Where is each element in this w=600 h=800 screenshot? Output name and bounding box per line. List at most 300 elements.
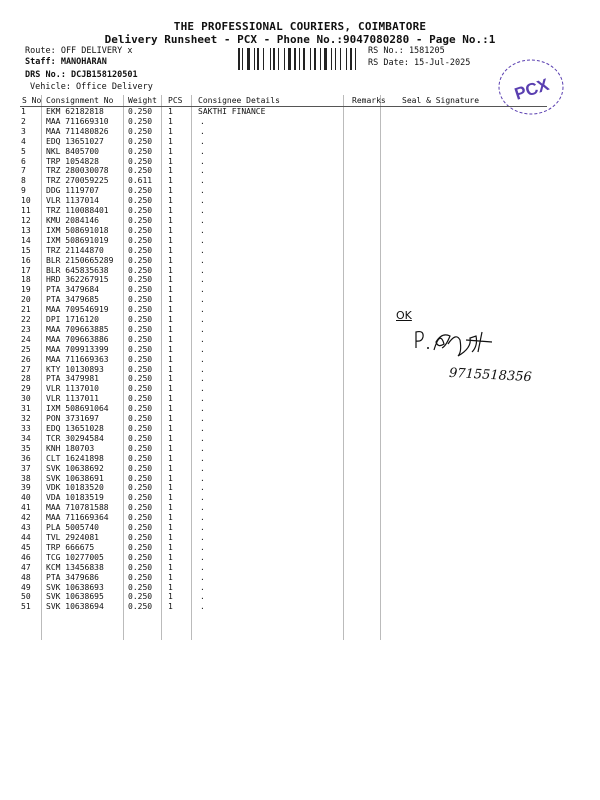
row-consignee: . bbox=[200, 542, 205, 552]
row-pcs: 1 bbox=[168, 493, 173, 503]
row-consignment: NKL 8405700 bbox=[46, 146, 99, 156]
row-weight: 0.250 bbox=[128, 295, 153, 305]
row-pcs: 1 bbox=[168, 354, 173, 364]
row-consignment: TRP 1054828 bbox=[46, 156, 99, 166]
row-consignment: KNH 180703 bbox=[46, 443, 95, 453]
row-weight: 0.250 bbox=[128, 196, 153, 206]
row-consignee: . bbox=[200, 225, 205, 235]
row-consignee: . bbox=[200, 206, 205, 216]
row-consignee: . bbox=[200, 315, 205, 325]
row-consignee: . bbox=[200, 602, 205, 612]
row-pcs: 1 bbox=[168, 433, 173, 443]
row-weight: 0.611 bbox=[128, 176, 153, 186]
row-consignment: EDQ 13651028 bbox=[46, 424, 104, 433]
row-sno: 13 bbox=[21, 225, 31, 235]
row-consignee: . bbox=[200, 305, 205, 315]
row-weight: 0.250 bbox=[128, 206, 153, 216]
row-remarks bbox=[350, 256, 388, 266]
row-pcs: 1 bbox=[168, 305, 173, 315]
row-sno: 43 bbox=[21, 523, 31, 533]
row-sno: 12 bbox=[21, 215, 31, 225]
row-pcs: 1 bbox=[168, 146, 173, 156]
row-seal bbox=[388, 157, 547, 167]
row-consignee: . bbox=[200, 364, 205, 374]
row-consignee: . bbox=[200, 344, 205, 354]
row-pcs: 1 bbox=[168, 196, 173, 206]
row-remarks bbox=[350, 553, 388, 563]
row-consignee: . bbox=[200, 255, 205, 265]
row-consignment: KCM 13456838 bbox=[46, 562, 104, 572]
row-seal bbox=[388, 266, 547, 276]
row-pcs: 1 bbox=[168, 285, 173, 295]
vehicle-label: Vehicle: Office Delivery bbox=[30, 82, 153, 92]
barcode-bar bbox=[278, 48, 279, 70]
row-pcs: 1 bbox=[168, 116, 173, 126]
row-pcs: 1 bbox=[168, 235, 173, 245]
row-pcs: 1 bbox=[168, 394, 173, 404]
row-remarks bbox=[350, 315, 388, 325]
row-sno: 6 bbox=[21, 156, 26, 166]
row-sno: 18 bbox=[21, 275, 31, 285]
col-header-consignee: Consignee Details bbox=[196, 95, 350, 107]
row-pcs: 1 bbox=[168, 542, 173, 552]
row-sno: 48 bbox=[21, 572, 31, 582]
row-seal bbox=[388, 226, 547, 236]
row-consignment: EDQ 13651027 bbox=[46, 136, 104, 146]
row-weight: 0.250 bbox=[128, 166, 153, 176]
row-remarks bbox=[350, 523, 388, 533]
row-remarks bbox=[350, 246, 388, 256]
table-row bbox=[20, 196, 547, 206]
row-remarks bbox=[350, 137, 388, 147]
row-seal bbox=[388, 216, 547, 226]
barcode-bar bbox=[294, 48, 296, 70]
row-seal bbox=[388, 573, 547, 583]
row-seal bbox=[388, 107, 547, 117]
row-sno: 32 bbox=[21, 414, 31, 424]
row-seal bbox=[388, 424, 547, 434]
table-row bbox=[20, 226, 547, 236]
row-consignee: . bbox=[200, 473, 205, 483]
row-sno: 17 bbox=[21, 265, 31, 275]
row-weight: 0.250 bbox=[128, 156, 153, 166]
row-seal bbox=[388, 454, 547, 464]
row-consignee: . bbox=[200, 483, 205, 493]
row-remarks bbox=[350, 394, 388, 404]
row-sno: 35 bbox=[21, 443, 31, 453]
row-sno: 46 bbox=[21, 552, 31, 562]
row-consignee: . bbox=[200, 404, 205, 414]
row-consignment: MAA 711669310 bbox=[46, 116, 109, 126]
row-consignment: MAA 711669364 bbox=[46, 513, 109, 523]
row-consignment: KTY 10130893 bbox=[46, 364, 104, 374]
row-weight: 0.250 bbox=[128, 136, 153, 146]
row-pcs: 1 bbox=[168, 275, 173, 285]
table-row bbox=[20, 404, 547, 414]
row-remarks bbox=[350, 345, 388, 355]
runsheet-title: Delivery Runsheet - PCX - Phone No.:9047080280 - Page No.:1 bbox=[104, 33, 496, 46]
row-seal bbox=[388, 414, 547, 424]
row-sno: 5 bbox=[21, 146, 26, 156]
barcode-bar bbox=[303, 48, 305, 70]
barcode-bar bbox=[242, 48, 243, 70]
row-consignee: . bbox=[200, 424, 205, 433]
barcode-bar bbox=[288, 48, 291, 70]
row-sno: 3 bbox=[21, 126, 26, 136]
row-seal bbox=[388, 503, 547, 513]
row-seal bbox=[388, 404, 547, 414]
row-pcs: 1 bbox=[168, 552, 173, 562]
row-pcs: 1 bbox=[168, 562, 173, 572]
row-seal bbox=[388, 394, 547, 404]
table-row bbox=[20, 315, 547, 325]
row-consignment: TRP 666675 bbox=[46, 542, 95, 552]
table-header-row bbox=[20, 95, 547, 107]
row-pcs: 1 bbox=[168, 453, 173, 463]
row-weight: 0.250 bbox=[128, 107, 153, 116]
table-row bbox=[20, 503, 547, 513]
row-consignment: CLT 16241898 bbox=[46, 453, 104, 463]
barcode-bar bbox=[317, 48, 319, 70]
row-consignment: VDK 10183520 bbox=[46, 483, 104, 493]
row-consignee: . bbox=[200, 532, 205, 542]
row-seal bbox=[388, 147, 547, 157]
row-consignment: SVK 10638695 bbox=[46, 592, 104, 602]
row-remarks bbox=[350, 295, 388, 305]
row-remarks bbox=[350, 374, 388, 384]
row-remarks bbox=[350, 444, 388, 454]
table-row bbox=[20, 602, 547, 612]
row-remarks bbox=[350, 513, 388, 523]
row-consignment: TRZ 270059225 bbox=[46, 176, 109, 186]
row-consignee: . bbox=[200, 433, 205, 443]
table-row bbox=[20, 464, 547, 474]
row-weight: 0.250 bbox=[128, 235, 153, 245]
row-consignee: . bbox=[200, 196, 205, 206]
row-consignment: MAA 709913399 bbox=[46, 344, 109, 354]
row-pcs: 1 bbox=[168, 473, 173, 483]
row-consignee: . bbox=[200, 503, 205, 513]
barcode-bar bbox=[324, 48, 327, 70]
row-sno: 45 bbox=[21, 542, 31, 552]
row-consignee: . bbox=[200, 443, 205, 453]
table-row bbox=[20, 295, 547, 305]
row-weight: 0.250 bbox=[128, 116, 153, 126]
row-sno: 25 bbox=[21, 344, 31, 354]
row-weight: 0.250 bbox=[128, 334, 153, 344]
row-remarks bbox=[350, 474, 388, 484]
remark-ok bbox=[396, 304, 412, 323]
row-remarks bbox=[350, 592, 388, 602]
row-consignee: . bbox=[200, 275, 205, 285]
table-row bbox=[20, 384, 547, 394]
row-seal bbox=[388, 285, 547, 295]
table-row bbox=[20, 107, 547, 117]
row-remarks bbox=[350, 424, 388, 434]
row-seal bbox=[388, 256, 547, 266]
company-name: THE PROFESSIONAL COURIERS, COIMBATORE bbox=[173, 20, 427, 33]
row-weight: 0.250 bbox=[128, 493, 153, 503]
barcode-bar bbox=[265, 48, 268, 70]
row-weight: 0.250 bbox=[128, 602, 153, 612]
table-row bbox=[20, 246, 547, 256]
row-weight: 0.250 bbox=[128, 542, 153, 552]
row-consignment: VDA 10183519 bbox=[46, 493, 104, 503]
row-sno: 30 bbox=[21, 394, 31, 404]
row-consignment: IXM 508691018 bbox=[46, 225, 109, 235]
row-weight: 0.250 bbox=[128, 404, 153, 414]
row-weight: 0.250 bbox=[128, 344, 153, 354]
table-row bbox=[20, 543, 547, 553]
row-remarks bbox=[350, 404, 388, 414]
barcode-bar bbox=[273, 48, 275, 70]
row-sno: 2 bbox=[21, 116, 26, 126]
row-consignment: KMU 2084146 bbox=[46, 215, 99, 225]
col-header-weight: Weight bbox=[126, 95, 166, 107]
row-consignment: DDG 1119707 bbox=[46, 186, 99, 196]
row-consignment: SVK 10638692 bbox=[46, 463, 104, 473]
row-remarks bbox=[350, 355, 388, 365]
table-row bbox=[20, 592, 547, 602]
table-row bbox=[20, 573, 547, 583]
row-weight: 0.250 bbox=[128, 424, 153, 433]
row-pcs: 1 bbox=[168, 503, 173, 513]
row-pcs: 1 bbox=[168, 523, 173, 533]
row-sno: 15 bbox=[21, 245, 31, 255]
row-sno: 49 bbox=[21, 582, 31, 592]
row-consignee: . bbox=[200, 582, 205, 592]
row-consignee: SAKTHI FINANCE bbox=[198, 107, 266, 116]
row-remarks bbox=[350, 483, 388, 493]
row-pcs: 1 bbox=[168, 384, 173, 394]
row-weight: 0.250 bbox=[128, 255, 153, 265]
row-seal bbox=[388, 176, 547, 186]
row-pcs: 1 bbox=[168, 592, 173, 602]
table-row bbox=[20, 434, 547, 444]
row-sno: 34 bbox=[21, 433, 31, 443]
row-weight: 0.250 bbox=[128, 305, 153, 315]
row-pcs: 1 bbox=[168, 344, 173, 354]
row-weight: 0.250 bbox=[128, 532, 153, 542]
table-row bbox=[20, 553, 547, 563]
row-consignee: . bbox=[200, 136, 205, 146]
row-pcs: 1 bbox=[168, 166, 173, 176]
barcode-bar bbox=[240, 48, 241, 70]
row-seal bbox=[388, 483, 547, 493]
row-weight: 0.250 bbox=[128, 354, 153, 364]
table-row bbox=[20, 117, 547, 127]
barcode-bar bbox=[247, 48, 250, 70]
row-consignment: PTA 3479684 bbox=[46, 285, 99, 295]
row-pcs: 1 bbox=[168, 334, 173, 344]
row-seal bbox=[388, 117, 547, 127]
row-consignment: PTA 3479686 bbox=[46, 572, 99, 582]
row-pcs: 1 bbox=[168, 186, 173, 196]
row-pcs: 1 bbox=[168, 136, 173, 146]
row-seal bbox=[388, 533, 547, 543]
row-consignee: . bbox=[200, 562, 205, 572]
row-consignment: VLR 1137010 bbox=[46, 384, 99, 394]
row-sno: 24 bbox=[21, 334, 31, 344]
row-consignment: MAA 709663886 bbox=[46, 334, 109, 344]
row-remarks bbox=[350, 543, 388, 553]
row-sno: 22 bbox=[21, 315, 31, 325]
row-remarks bbox=[350, 117, 388, 127]
row-seal bbox=[388, 166, 547, 176]
table-row bbox=[20, 563, 547, 573]
row-weight: 0.250 bbox=[128, 572, 153, 582]
row-remarks bbox=[350, 196, 388, 206]
row-remarks bbox=[350, 563, 388, 573]
row-weight: 0.250 bbox=[128, 552, 153, 562]
table-row bbox=[20, 256, 547, 266]
row-consignment: IXM 508691064 bbox=[46, 404, 109, 414]
row-seal bbox=[388, 513, 547, 523]
row-sno: 51 bbox=[21, 602, 31, 612]
row-remarks bbox=[350, 533, 388, 543]
row-seal bbox=[388, 464, 547, 474]
row-consignment: SVK 10638694 bbox=[46, 602, 104, 612]
row-pcs: 1 bbox=[168, 572, 173, 582]
row-remarks bbox=[350, 107, 388, 117]
barcode-bar bbox=[340, 48, 341, 70]
col-header-sno: S No bbox=[20, 95, 44, 107]
row-weight: 0.250 bbox=[128, 146, 153, 156]
row-consignment: PON 3731697 bbox=[46, 414, 99, 424]
row-consignment: SVK 10638693 bbox=[46, 582, 104, 592]
row-consignment: TCR 30294584 bbox=[46, 433, 104, 443]
row-weight: 0.250 bbox=[128, 433, 153, 443]
barcode-bar bbox=[347, 48, 349, 70]
row-weight: 0.250 bbox=[128, 126, 153, 136]
table-row bbox=[20, 483, 547, 493]
row-sno: 7 bbox=[21, 166, 26, 176]
handwritten-phone bbox=[448, 364, 533, 386]
row-pcs: 1 bbox=[168, 582, 173, 592]
row-consignee: . bbox=[200, 245, 205, 255]
col-header-consignment: Consignment No bbox=[44, 95, 126, 107]
row-seal bbox=[388, 384, 547, 394]
row-seal bbox=[388, 206, 547, 216]
row-pcs: 1 bbox=[168, 265, 173, 275]
row-consignment: BLR 645835638 bbox=[46, 265, 109, 275]
row-consignee: . bbox=[200, 186, 205, 196]
row-weight: 0.250 bbox=[128, 384, 153, 394]
row-pcs: 1 bbox=[168, 532, 173, 542]
row-consignee: . bbox=[200, 394, 205, 404]
row-consignee: . bbox=[200, 235, 205, 245]
table-row bbox=[20, 513, 547, 523]
row-seal bbox=[388, 127, 547, 137]
row-consignee: . bbox=[200, 156, 205, 166]
handwritten-phone-text: 9715518356 bbox=[448, 365, 533, 386]
row-pcs: 1 bbox=[168, 483, 173, 493]
table-row bbox=[20, 275, 547, 285]
row-seal bbox=[388, 444, 547, 454]
row-weight: 0.250 bbox=[128, 315, 153, 325]
row-consignee: . bbox=[200, 374, 205, 384]
row-consignment: MAA 709663885 bbox=[46, 324, 109, 334]
row-weight: 0.250 bbox=[128, 503, 153, 513]
row-consignee: . bbox=[200, 463, 205, 473]
row-sno: 9 bbox=[21, 186, 26, 196]
row-remarks bbox=[350, 285, 388, 295]
row-consignment: TRZ 110088401 bbox=[46, 206, 109, 216]
barcode-bar bbox=[357, 48, 358, 70]
row-consignee: . bbox=[200, 592, 205, 602]
barcode-bar bbox=[255, 48, 256, 70]
table-row bbox=[20, 583, 547, 593]
row-consignee: . bbox=[200, 265, 205, 275]
barcode-bar bbox=[263, 48, 264, 70]
row-consignment: PTA 3479981 bbox=[46, 374, 99, 384]
row-consignment: TCG 10277005 bbox=[46, 552, 104, 562]
row-pcs: 1 bbox=[168, 245, 173, 255]
row-sno: 41 bbox=[21, 503, 31, 513]
row-seal bbox=[388, 186, 547, 196]
row-consignee: . bbox=[200, 354, 205, 364]
table-row bbox=[20, 147, 547, 157]
row-remarks bbox=[350, 493, 388, 503]
col-header-seal: Seal & Signature bbox=[388, 95, 547, 107]
row-pcs: 1 bbox=[168, 107, 173, 116]
table-row bbox=[20, 533, 547, 543]
row-weight: 0.250 bbox=[128, 453, 153, 463]
row-consignee: . bbox=[200, 453, 205, 463]
row-weight: 0.250 bbox=[128, 473, 153, 483]
row-weight: 0.250 bbox=[128, 374, 153, 384]
table-row bbox=[20, 414, 547, 424]
row-consignment: PLA 5005740 bbox=[46, 523, 99, 533]
row-weight: 0.250 bbox=[128, 265, 153, 275]
barcode-bar bbox=[333, 48, 334, 70]
row-remarks bbox=[350, 464, 388, 474]
row-seal bbox=[388, 236, 547, 246]
row-seal bbox=[388, 434, 547, 444]
row-sno: 29 bbox=[21, 384, 31, 394]
row-sno: 47 bbox=[21, 562, 31, 572]
row-seal bbox=[388, 553, 547, 563]
row-remarks bbox=[350, 157, 388, 167]
table-row bbox=[20, 166, 547, 176]
table-row bbox=[20, 285, 547, 295]
row-sno: 11 bbox=[21, 206, 31, 216]
row-remarks bbox=[350, 226, 388, 236]
row-consignee: . bbox=[200, 215, 205, 225]
row-sno: 40 bbox=[21, 493, 31, 503]
row-remarks bbox=[350, 176, 388, 186]
row-sno: 39 bbox=[21, 483, 31, 493]
row-seal bbox=[388, 583, 547, 593]
row-pcs: 1 bbox=[168, 176, 173, 186]
barcode-bar bbox=[350, 48, 352, 70]
row-consignment: SVK 10638691 bbox=[46, 473, 104, 483]
row-consignment: HRD 362267915 bbox=[46, 275, 109, 285]
row-sno: 37 bbox=[21, 463, 31, 473]
row-pcs: 1 bbox=[168, 374, 173, 384]
row-pcs: 1 bbox=[168, 126, 173, 136]
row-consignee: . bbox=[200, 126, 205, 136]
row-seal bbox=[388, 137, 547, 147]
row-sno: 19 bbox=[21, 285, 31, 295]
row-consignee: . bbox=[200, 384, 205, 394]
row-remarks bbox=[350, 127, 388, 137]
row-consignee: . bbox=[200, 295, 205, 305]
row-consignment: MAA 709546919 bbox=[46, 305, 109, 315]
row-sno: 36 bbox=[21, 453, 31, 463]
row-weight: 0.250 bbox=[128, 324, 153, 334]
barcode-bar bbox=[310, 48, 311, 70]
